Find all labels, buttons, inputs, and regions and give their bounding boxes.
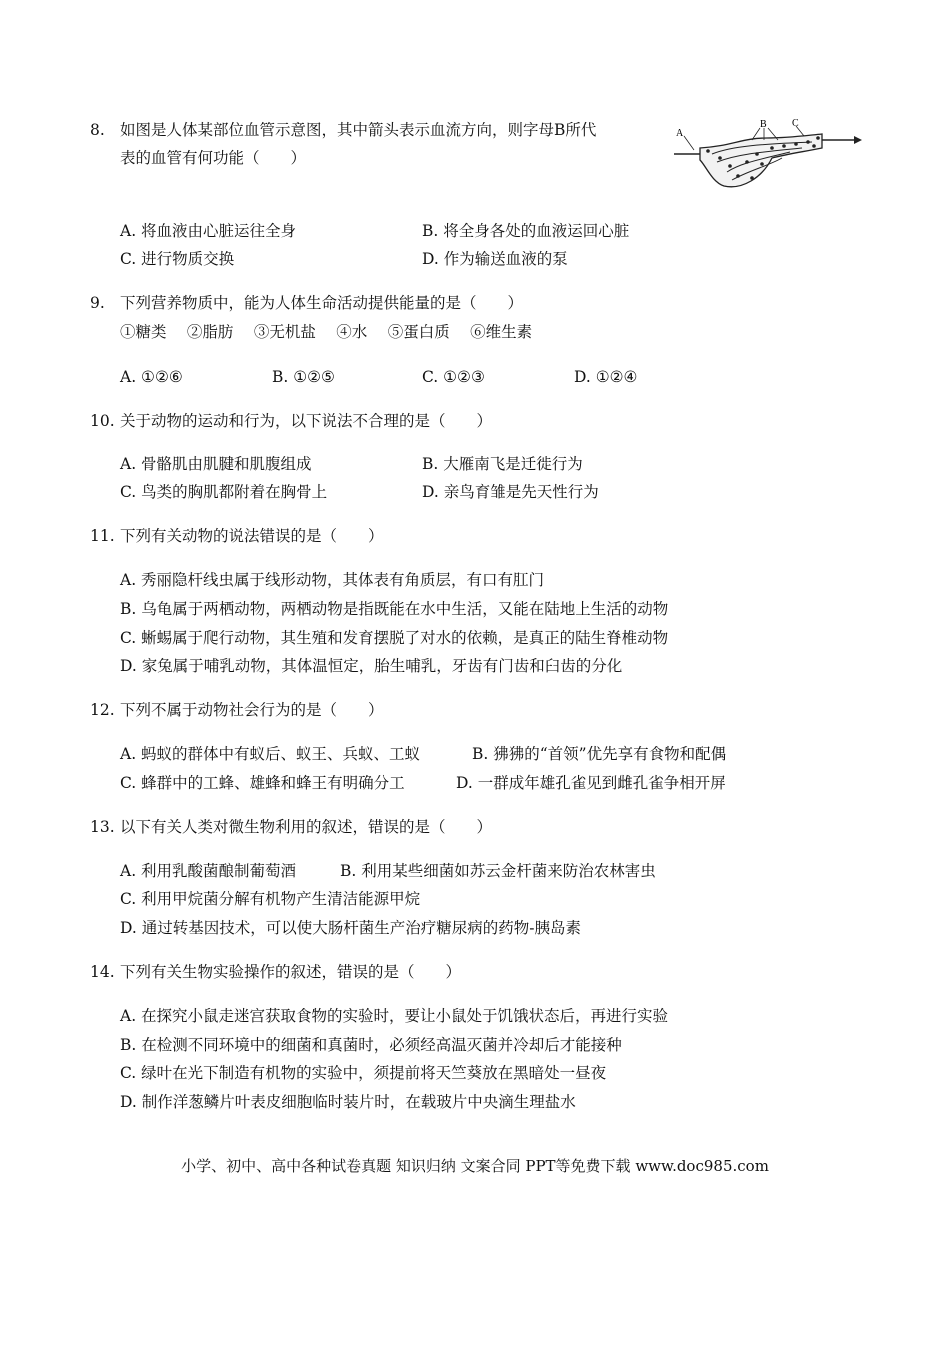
q10-text: 关于动物的运动和行为，以下说法不合理的是（ ） xyxy=(120,412,493,430)
q11-text: 下列有关动物的说法错误的是（ ） xyxy=(120,527,384,545)
q12-option-b: B. 狒狒的“首领”优先享有食物和配偶 xyxy=(472,745,727,763)
q9-number: 9. xyxy=(90,294,105,312)
q12-option-a: A. 蚂蚁的群体中有蚁后、蚁王、兵蚁、工蚁 xyxy=(120,745,421,763)
q14-option-a: A. 在探究小鼠走迷宫获取食物的实验时，要让小鼠处于饥饿状态后，再进行实验 xyxy=(120,1007,669,1025)
figure-label-c: C xyxy=(792,118,799,129)
q11-option-d: D. 家兔属于哺乳动物，其体温恒定，胎生哺乳，牙齿有门齿和臼齿的分化 xyxy=(120,657,623,675)
figure-label-b: B xyxy=(760,119,767,130)
q8-option-b: B. 将全身各处的血液运回心脏 xyxy=(422,222,630,240)
footer-text: 小学、初中、高中各种试卷真题 知识归纳 文案合同 PPT等免费下载 www.doc985.com xyxy=(181,1157,769,1175)
q13-option-d: D. 通过转基因技术，可以使大肠杆菌生产治疗糖尿病的药物-胰岛素 xyxy=(120,919,581,937)
q9-text: 下列营养物质中，能为人体生命活动提供能量的是（ ） xyxy=(120,294,524,312)
q14-text: 下列有关生物实验操作的叙述，错误的是（ ） xyxy=(120,963,462,981)
q13-text: 以下有关人类对微生物利用的叙述，错误的是（ ） xyxy=(120,818,493,836)
q13-option-a: A. 利用乳酸菌酿制葡萄酒 xyxy=(120,862,297,880)
q11-option-b: B. 乌龟属于两栖动物，两栖动物是指既能在水中生活，又能在陆地上生活的动物 xyxy=(120,600,669,618)
figure-label-a: A xyxy=(676,128,684,139)
q9-option-b: B. ①②⑤ xyxy=(272,368,335,386)
q13-option-c: C. 利用甲烷菌分解有机物产生清洁能源甲烷 xyxy=(120,890,421,908)
q12-number: 12. xyxy=(90,701,115,719)
q14-option-d: D. 制作洋葱鳞片叶表皮细胞临时装片时，在载玻片中央滴生理盐水 xyxy=(120,1093,576,1111)
q10-option-c: C. 鸟类的胸肌都附着在胸骨上 xyxy=(120,483,328,501)
q10-option-a: A. 骨骼肌由肌腱和肌腹组成 xyxy=(120,455,312,473)
q12-option-d: D. 一群成年雄孔雀见到雌孔雀争相开屏 xyxy=(456,774,726,792)
q13-number: 13. xyxy=(90,818,115,836)
q8-number: 8. xyxy=(90,121,105,139)
q14-option-b: B. 在检测不同环境中的细菌和真菌时，必须经高温灭菌并冷却后才能接种 xyxy=(120,1036,622,1054)
q8-text-line2: 表的血管有何功能（ ） xyxy=(120,149,307,167)
q11-option-a: A. 秀丽隐杆线虫属于线形动物，其体表有角质层，有口有肛门 xyxy=(120,571,545,589)
blood-vessel-diagram xyxy=(672,118,862,196)
q10-option-d: D. 亲鸟育雏是先天性行为 xyxy=(422,483,599,501)
q9-option-d: D. ①②④ xyxy=(574,368,638,386)
q8-option-c: C. 进行物质交换 xyxy=(120,250,235,268)
q12-option-c: C. 蜂群中的工蜂、雄蜂和蜂王有明确分工 xyxy=(120,774,405,792)
q8-option-a: A. 将血液由心脏运往全身 xyxy=(120,222,297,240)
q11-option-c: C. 蜥蜴属于爬行动物，其生殖和发育摆脱了对水的依赖，是真正的陆生脊椎动物 xyxy=(120,629,669,647)
q9-option-c: C. ①②③ xyxy=(422,368,485,386)
q9-items: ①糖类 ②脂肪 ③无机盐 ④水 ⑤蛋白质 ⑥维生素 xyxy=(120,323,533,341)
q10-option-b: B. 大雁南飞是迁徙行为 xyxy=(422,455,583,473)
q14-number: 14. xyxy=(90,963,115,981)
q14-option-c: C. 绿叶在光下制造有机物的实验中，须提前将天竺葵放在黑暗处一昼夜 xyxy=(120,1064,607,1082)
q10-number: 10. xyxy=(90,412,115,430)
q13-option-b: B. 利用某些细菌如苏云金杆菌来防治农林害虫 xyxy=(340,862,656,880)
q12-text: 下列不属于动物社会行为的是（ ） xyxy=(120,701,384,719)
q8-text-line1: 如图是人体某部位血管示意图，其中箭头表示血流方向，则字母B所代 xyxy=(120,121,597,139)
q11-number: 11. xyxy=(90,527,115,545)
q8-option-d: D. 作为输送血液的泵 xyxy=(422,250,568,268)
q9-option-a: A. ①②⑥ xyxy=(120,368,183,386)
